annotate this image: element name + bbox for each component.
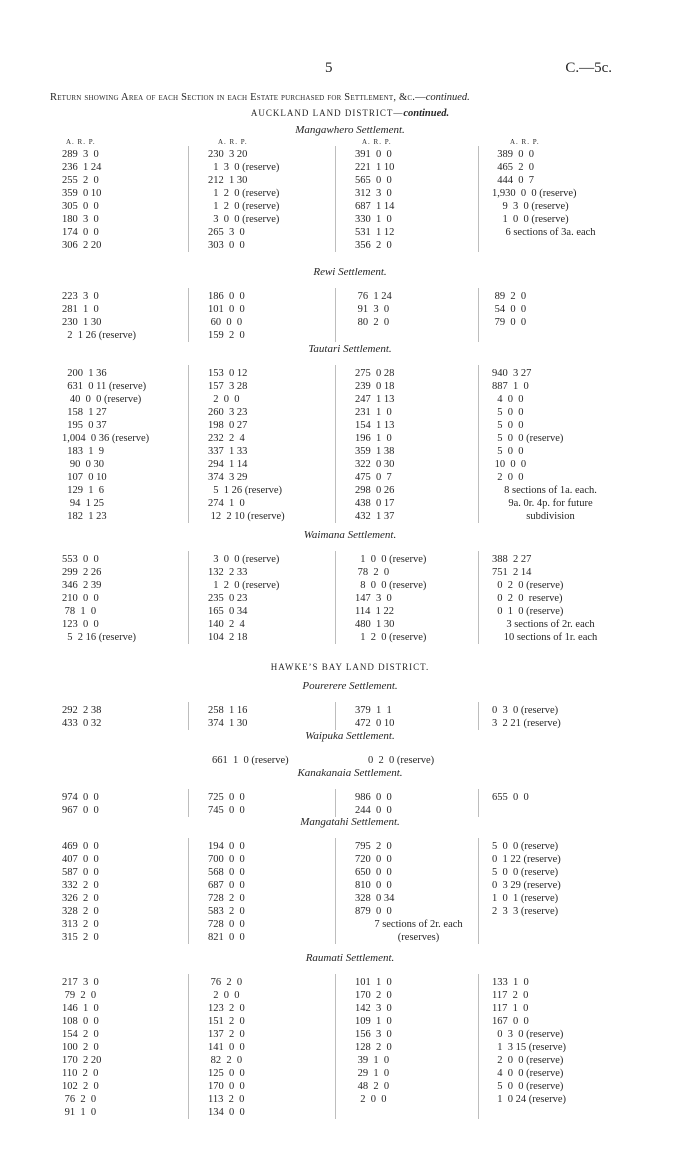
column-divider xyxy=(188,838,189,944)
section-area: 54 0 0 xyxy=(492,304,527,315)
section-area: 5 0 0 (reserve) xyxy=(492,867,559,878)
settlement-title: Mangatahi Settlement. xyxy=(300,816,400,828)
section-area: 129 1 6 xyxy=(62,485,104,496)
page-reference: C.—5c. xyxy=(565,60,612,76)
section-area: 469 0 0 xyxy=(62,841,99,852)
section-area: 1 2 0 (reserve) xyxy=(208,201,280,212)
section-area: 232 2 4 xyxy=(208,433,245,444)
section-area: 194 0 0 xyxy=(208,841,245,852)
section-area: 332 2 0 xyxy=(62,880,99,891)
section-area: 432 1 37 xyxy=(355,511,395,522)
section-area: 661 1 0 (reserve) xyxy=(212,755,289,766)
section-area: 728 2 0 xyxy=(208,893,245,904)
section-area: 104 2 18 xyxy=(208,632,248,643)
section-area: 90 0 30 xyxy=(62,459,104,470)
section-area: 5 0 0 xyxy=(492,420,524,431)
settlement-title: Kanakanaia Settlement. xyxy=(297,767,403,779)
return-title xyxy=(50,92,650,103)
section-area: 700 0 0 xyxy=(208,854,245,865)
section-area: 1 0 24 (reserve) xyxy=(492,1094,567,1105)
section-area: 275 0 28 xyxy=(355,368,395,379)
section-area: 0 2 0 (reserve) xyxy=(492,580,564,591)
section-area: 123 0 0 xyxy=(62,619,99,630)
section-area: 170 2 0 xyxy=(355,990,392,1001)
section-area: 4 0 0 xyxy=(492,394,524,405)
section-area: 212 1 30 xyxy=(208,175,248,186)
column-divider xyxy=(335,789,336,817)
section-area: 156 3 0 xyxy=(355,1029,392,1040)
return-title-continued: continued. xyxy=(425,92,470,103)
district-continued: continued. xyxy=(403,108,450,119)
section-area: 7 sections of 2r. each xyxy=(374,919,463,930)
column-divider xyxy=(335,551,336,644)
section-area: 0 3 29 (reserve) xyxy=(492,880,561,891)
section-area: 433 0 32 xyxy=(62,718,102,729)
section-area: 29 1 0 xyxy=(355,1068,390,1079)
section-area: 1,930 0 0 (reserve) xyxy=(492,188,577,199)
section-area: 180 3 0 xyxy=(62,214,99,225)
section-area: 108 0 0 xyxy=(62,1016,99,1027)
column-divider xyxy=(188,551,189,644)
section-area: 142 3 0 xyxy=(355,1003,392,1014)
section-area: 465 2 0 xyxy=(492,162,534,173)
section-area: 303 0 0 xyxy=(208,240,245,251)
section-area: 170 0 0 xyxy=(208,1081,245,1092)
section-area: 102 2 0 xyxy=(62,1081,99,1092)
column-divider xyxy=(478,838,479,944)
section-area: 5 1 26 (reserve) xyxy=(208,485,283,496)
section-area: 125 0 0 xyxy=(208,1068,245,1079)
section-area: 146 1 0 xyxy=(62,1003,99,1014)
section-area: 147 3 0 xyxy=(355,593,392,604)
column-divider xyxy=(335,974,336,1119)
section-area: 101 1 0 xyxy=(355,977,392,988)
section-area: 76 2 0 xyxy=(208,977,243,988)
column-divider xyxy=(478,288,479,342)
column-divider xyxy=(478,551,479,644)
district-heading-hawkes-bay xyxy=(0,662,700,672)
section-area: 1 3 15 (reserve) xyxy=(492,1042,567,1053)
section-area: 100 2 0 xyxy=(62,1042,99,1053)
section-area: 0 2 0 (reserve) xyxy=(368,755,435,766)
section-area: 565 0 0 xyxy=(355,175,392,186)
section-area: 79 2 0 xyxy=(62,990,97,1001)
section-area: 48 2 0 xyxy=(355,1081,390,1092)
section-area: 346 2 39 xyxy=(62,580,102,591)
section-area: 182 1 23 xyxy=(62,511,107,522)
section-area: 313 2 0 xyxy=(62,919,99,930)
section-area: 244 0 0 xyxy=(355,805,392,816)
column-divider xyxy=(478,146,479,252)
section-area: 2 0 0 xyxy=(208,394,240,405)
section-area: 4 0 0 (reserve) xyxy=(492,1068,564,1079)
section-area: 247 1 13 xyxy=(355,394,395,405)
section-area: 389 0 0 xyxy=(492,149,534,160)
section-area: 134 0 0 xyxy=(208,1107,245,1118)
section-area: 5 2 16 (reserve) xyxy=(62,632,137,643)
section-area: 170 2 20 xyxy=(62,1055,102,1066)
section-area: 655 0 0 xyxy=(492,792,529,803)
column-divider xyxy=(188,146,189,252)
section-area: 472 0 10 xyxy=(355,718,395,729)
section-area: 165 0 34 xyxy=(208,606,248,617)
section-area: 322 0 30 xyxy=(355,459,395,470)
section-area: 9a. 0r. 4p. for future xyxy=(508,498,593,509)
column-divider xyxy=(478,974,479,1119)
section-area: 236 1 24 xyxy=(62,162,102,173)
section-area: 153 0 12 xyxy=(208,368,248,379)
section-area: 274 1 0 xyxy=(208,498,245,509)
section-area: 255 2 0 xyxy=(62,175,99,186)
section-area: 2 0 0 xyxy=(208,990,240,1001)
section-area: 289 3 0 xyxy=(62,149,99,160)
units-label: A. R. P. xyxy=(218,138,248,146)
settlement-title: Pourerere Settlement. xyxy=(302,680,398,692)
section-area: 1 2 0 (reserve) xyxy=(208,188,280,199)
section-area: 1 0 0 (reserve) xyxy=(492,214,569,225)
settlement-title: Raumati Settlement. xyxy=(305,952,395,964)
section-area: 974 0 0 xyxy=(62,792,99,803)
section-area: 315 2 0 xyxy=(62,932,99,943)
section-area: 986 0 0 xyxy=(355,792,392,803)
section-area: (reserves) xyxy=(397,932,440,943)
section-area: 326 2 0 xyxy=(62,893,99,904)
section-area: 89 2 0 xyxy=(492,291,527,302)
section-area: 0 3 0 (reserve) xyxy=(492,1029,564,1040)
section-area: 795 2 0 xyxy=(355,841,392,852)
section-area: 967 0 0 xyxy=(62,805,99,816)
section-area: subdivision xyxy=(526,511,575,522)
section-area: 133 1 0 xyxy=(492,977,529,988)
section-area: 12 2 10 (reserve) xyxy=(208,511,285,522)
section-area: 328 2 0 xyxy=(62,906,99,917)
column-divider xyxy=(188,288,189,342)
section-area: 157 3 28 xyxy=(208,381,248,392)
section-area: 82 2 0 xyxy=(208,1055,243,1066)
settlement-title: Waimana Settlement. xyxy=(303,529,397,541)
section-area: 8 0 0 (reserve) xyxy=(355,580,427,591)
section-area: 0 2 0 reserve) xyxy=(492,593,563,604)
section-area: 113 2 0 xyxy=(208,1094,245,1105)
section-area: 154 1 13 xyxy=(355,420,395,431)
section-area: 587 0 0 xyxy=(62,867,99,878)
section-area: 475 0 7 xyxy=(355,472,392,483)
section-area: 223 3 0 xyxy=(62,291,99,302)
section-area: 217 3 0 xyxy=(62,977,99,988)
section-area: 1 0 0 (reserve) xyxy=(355,554,427,565)
section-area: 239 0 18 xyxy=(355,381,395,392)
section-area: 3 sections of 2r. each xyxy=(506,619,595,630)
section-area: 8 sections of 1a. each. xyxy=(504,485,597,496)
section-area: 2 0 0 (reserve) xyxy=(492,1055,564,1066)
section-area: 2 3 3 (reserve) xyxy=(492,906,559,917)
settlement-title: Tautari Settlement. xyxy=(308,343,392,355)
district-name: AUCKLAND LAND DISTRICT— xyxy=(250,108,404,118)
section-area: 2 0 0 xyxy=(492,472,524,483)
section-area: 305 0 0 xyxy=(62,201,99,212)
section-area: 5 0 0 xyxy=(492,446,524,457)
section-area: 137 2 0 xyxy=(208,1029,245,1040)
section-area: 299 2 26 xyxy=(62,567,102,578)
section-area: 687 1 14 xyxy=(355,201,395,212)
section-area: 940 3 27 xyxy=(492,368,532,379)
section-area: 379 1 1 xyxy=(355,705,392,716)
column-divider xyxy=(188,702,189,730)
section-area: 91 3 0 xyxy=(355,304,390,315)
section-area: 200 1 36 xyxy=(62,368,107,379)
section-area: 91 1 0 xyxy=(62,1107,97,1118)
section-area: 210 0 0 xyxy=(62,593,99,604)
section-area: 5 0 0 xyxy=(492,407,524,418)
section-area: 1 0 1 (reserve) xyxy=(492,893,559,904)
section-area: 265 3 0 xyxy=(208,227,245,238)
section-area: 751 2 14 xyxy=(492,567,532,578)
section-area: 306 2 20 xyxy=(62,240,102,251)
section-area: 281 1 0 xyxy=(62,304,99,315)
section-area: 10 0 0 xyxy=(492,459,527,470)
section-area: 810 0 0 xyxy=(355,880,392,891)
section-area: 391 0 0 xyxy=(355,149,392,160)
section-area: 40 0 0 (reserve) xyxy=(62,394,142,405)
section-area: 2 0 0 xyxy=(355,1094,387,1105)
section-area: 728 0 0 xyxy=(208,919,245,930)
section-area: 196 1 0 xyxy=(355,433,392,444)
section-area: 167 0 0 xyxy=(492,1016,529,1027)
section-area: 330 1 0 xyxy=(355,214,392,225)
units-label: A. R. P. xyxy=(510,138,540,146)
section-area: 198 0 27 xyxy=(208,420,248,431)
section-area: 3 0 0 (reserve) xyxy=(208,214,280,225)
column-divider xyxy=(188,789,189,817)
section-area: 221 1 10 xyxy=(355,162,395,173)
section-area: 79 0 0 xyxy=(492,317,527,328)
section-area: 568 0 0 xyxy=(208,867,245,878)
section-area: 359 1 38 xyxy=(355,446,395,457)
section-area: 879 0 0 xyxy=(355,906,392,917)
column-divider xyxy=(478,789,479,817)
column-divider xyxy=(478,365,479,523)
section-area: 174 0 0 xyxy=(62,227,99,238)
column-divider xyxy=(335,146,336,252)
section-area: 0 1 0 (reserve) xyxy=(492,606,564,617)
section-area: 821 0 0 xyxy=(208,932,245,943)
section-area: 6 sections of 3a. each xyxy=(505,227,596,238)
section-area: 0 1 22 (reserve) xyxy=(492,854,561,865)
section-area: 5 0 0 (reserve) xyxy=(492,841,559,852)
section-area: 583 2 0 xyxy=(208,906,245,917)
section-area: 5 0 0 (reserve) xyxy=(492,433,564,444)
section-area: 0 3 0 (reserve) xyxy=(492,705,559,716)
section-area: 132 2 33 xyxy=(208,567,248,578)
section-area: 687 0 0 xyxy=(208,880,245,891)
section-area: 480 1 30 xyxy=(355,619,395,630)
section-area: 258 1 16 xyxy=(208,705,248,716)
section-area: 3 2 21 (reserve) xyxy=(492,718,561,729)
section-area: 183 1 9 xyxy=(62,446,104,457)
column-divider xyxy=(335,838,336,944)
section-area: 110 2 0 xyxy=(62,1068,99,1079)
section-area: 230 3 20 xyxy=(208,149,248,160)
section-area: 294 1 14 xyxy=(208,459,248,470)
section-area: 359 0 10 xyxy=(62,188,102,199)
section-area: 117 2 0 xyxy=(492,990,529,1001)
section-area: 374 3 29 xyxy=(208,472,248,483)
section-area: 1 2 0 (reserve) xyxy=(208,580,280,591)
section-area: 720 0 0 xyxy=(355,854,392,865)
section-area: 159 2 0 xyxy=(208,330,245,341)
section-area: 230 1 30 xyxy=(62,317,102,328)
section-area: 10 sections of 1r. each xyxy=(503,632,598,643)
section-area: 141 0 0 xyxy=(208,1042,245,1053)
settlement-title: Rewi Settlement. xyxy=(313,266,387,278)
section-area: 1,004 0 36 (reserve) xyxy=(62,433,150,444)
section-area: 94 1 25 xyxy=(62,498,104,509)
section-area: 78 2 0 xyxy=(355,567,390,578)
section-area: 444 0 7 xyxy=(492,175,534,186)
section-area: 140 2 4 xyxy=(208,619,245,630)
section-area: 3 0 0 (reserve) xyxy=(208,554,280,565)
section-area: 80 2 0 xyxy=(355,317,390,328)
section-area: 107 0 10 xyxy=(62,472,107,483)
section-area: 292 2 38 xyxy=(62,705,102,716)
section-area: 356 2 0 xyxy=(355,240,392,251)
section-area: 158 1 27 xyxy=(62,407,107,418)
section-area: 2 1 26 (reserve) xyxy=(62,330,137,341)
section-area: 109 1 0 xyxy=(355,1016,392,1027)
section-area: 114 1 22 xyxy=(355,606,394,617)
section-area: 531 1 12 xyxy=(355,227,395,238)
section-area: 123 2 0 xyxy=(208,1003,245,1014)
section-area: 151 2 0 xyxy=(208,1016,245,1027)
units-label: A. R. P. xyxy=(66,138,96,146)
section-area: 235 0 23 xyxy=(208,593,248,604)
column-divider xyxy=(335,702,336,730)
section-area: 117 1 0 xyxy=(492,1003,529,1014)
section-area: 650 0 0 xyxy=(355,867,392,878)
section-area: 60 0 0 xyxy=(208,317,243,328)
section-area: 298 0 26 xyxy=(355,485,395,496)
district-heading-auckland xyxy=(0,108,700,119)
district-name: HAWKE’S BAY LAND DISTRICT. xyxy=(270,662,430,672)
units-label: A. R. P. xyxy=(362,138,392,146)
page-number: 5 xyxy=(325,60,333,76)
return-title-text: Return showing Area of each Section in each Estate purchased for Settlement, &c.— xyxy=(50,92,426,103)
column-divider xyxy=(335,365,336,523)
section-area: 1 3 0 (reserve) xyxy=(208,162,280,173)
column-divider xyxy=(188,365,189,523)
section-area: 128 2 0 xyxy=(355,1042,392,1053)
column-divider xyxy=(478,702,479,730)
section-area: 407 0 0 xyxy=(62,854,99,865)
section-area: 5 0 0 (reserve) xyxy=(492,1081,564,1092)
section-area: 154 2 0 xyxy=(62,1029,99,1040)
settlement-title: Mangawhero Settlement. xyxy=(295,124,405,136)
column-divider xyxy=(188,974,189,1119)
section-area: 887 1 0 xyxy=(492,381,529,392)
section-area: 725 0 0 xyxy=(208,792,245,803)
section-area: 1 2 0 (reserve) xyxy=(355,632,427,643)
section-area: 186 0 0 xyxy=(208,291,245,302)
section-area: 438 0 17 xyxy=(355,498,395,509)
settlement-title: Waipuka Settlement. xyxy=(305,730,395,742)
section-area: 76 1 24 xyxy=(355,291,392,302)
section-area: 195 0 37 xyxy=(62,420,107,431)
section-area: 312 3 0 xyxy=(355,188,392,199)
section-area: 78 1 0 xyxy=(62,606,97,617)
section-area: 337 1 33 xyxy=(208,446,248,457)
section-area: 388 2 27 xyxy=(492,554,532,565)
section-area: 374 1 30 xyxy=(208,718,248,729)
section-area: 101 0 0 xyxy=(208,304,245,315)
section-area: 39 1 0 xyxy=(355,1055,390,1066)
section-area: 9 3 0 (reserve) xyxy=(492,201,569,212)
section-area: 260 3 23 xyxy=(208,407,248,418)
section-area: 76 2 0 xyxy=(62,1094,97,1105)
column-divider xyxy=(335,288,336,342)
section-area: 553 0 0 xyxy=(62,554,99,565)
section-area: 631 0 11 (reserve) xyxy=(62,381,147,392)
section-area: 745 0 0 xyxy=(208,805,245,816)
section-area: 231 1 0 xyxy=(355,407,392,418)
section-area: 328 0 34 xyxy=(355,893,395,904)
